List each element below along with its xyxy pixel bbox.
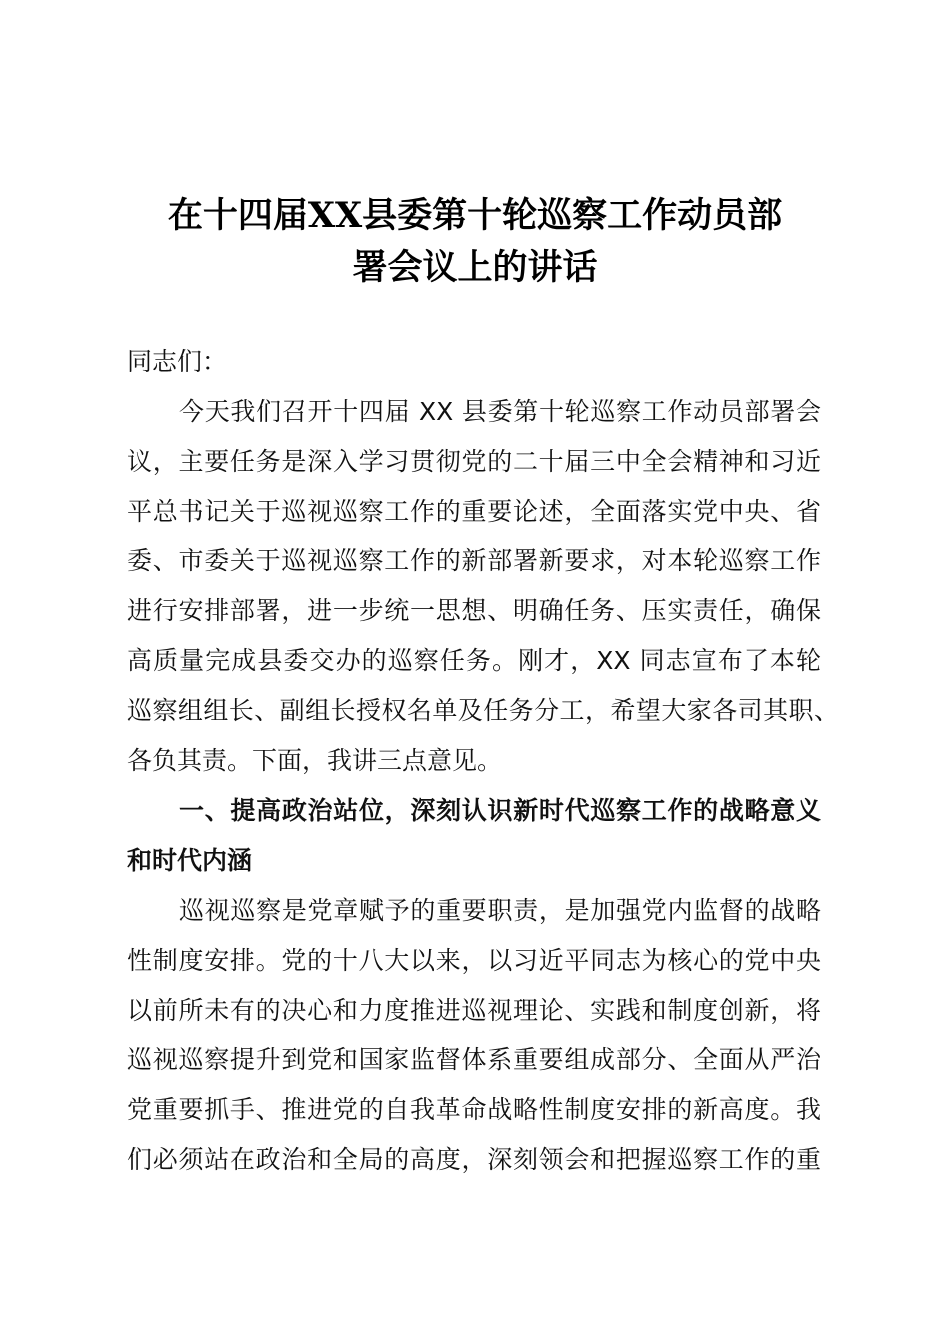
paragraph-2-line-3: 以前所未有的决心和力度推进巡视理论、实践和制度创新，将	[127, 996, 821, 1025]
title-line-2: 署会议上的讲话	[352, 247, 598, 288]
paragraph-2-line-4: 巡视巡察提升到党和国家监督体系重要组成部分、全面从严治	[127, 1045, 821, 1074]
paragraph-2-line-1: 巡视巡察是党章赋予的重要职责，是加强党内监督的战略	[179, 896, 821, 925]
paragraph-1-line-6: 高质量完成县委交办的巡察任务。刚才，XX 同志宣布了本轮	[127, 646, 821, 675]
paragraph-1-line-1: 今天我们召开十四届 XX 县委第十轮巡察工作动员部署会	[179, 397, 821, 426]
paragraph-1-line-5: 进行安排部署，进一步统一思想、明确任务、压实责任，确保	[127, 596, 821, 625]
paragraph-1-line-7: 巡察组组长、副组长授权名单及任务分工，希望大家各司其职、	[127, 696, 839, 725]
paragraph-1-line-4: 委、市委关于巡视巡察工作的新部署新要求，对本轮巡察工作	[127, 546, 821, 575]
paragraph-1-line-2: 议，主要任务是深入学习贯彻党的二十届三中全会精神和习近	[127, 447, 821, 476]
section-heading-1-line-2: 和时代内涵	[127, 846, 253, 875]
paragraph-1-line-8: 各负其责。下面，我讲三点意见。	[127, 746, 503, 775]
section-heading-1-line-1: 一、提高政治站位，深刻认识新时代巡察工作的战略意义	[179, 796, 821, 825]
paragraph-2-line-6: 们必须站在政治和全局的高度，深刻领会和把握巡察工作的重	[127, 1145, 821, 1174]
paragraph-2-line-2: 性制度安排。党的十八大以来，以习近平同志为核心的党中央	[127, 946, 821, 975]
salutation: 同志们：	[127, 347, 228, 376]
paragraph-2-line-5: 党重要抓手、推进党的自我革命战略性制度安排的新高度。我	[127, 1095, 821, 1124]
title-line-1: 在十四届XX县委第十轮巡察工作动员部	[167, 195, 783, 236]
paragraph-1-line-3: 平总书记关于巡视巡察工作的重要论述，全面落实党中央、省	[127, 497, 821, 526]
